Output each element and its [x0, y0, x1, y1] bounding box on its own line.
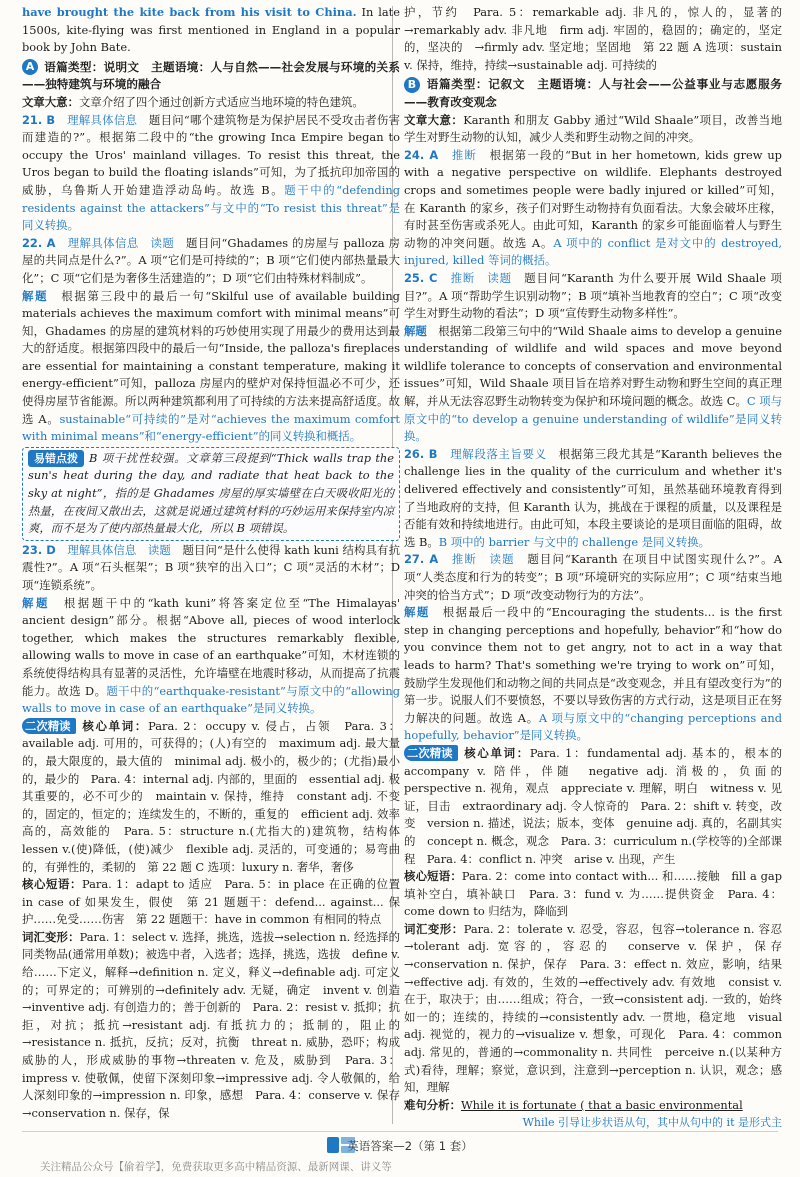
passage-b-genre: B 语篇类型：记叙文 主题语境：人与社会——公益事业与志愿服务——教育改变观念 [404, 77, 782, 109]
q25-solution: 解题 根据第二段第三句中的“Wild Shaale aims to develop a genuine understanding of wildlife and wild spaces and move beyond wildlife tolerance to concepts of conservation and environmental issues”可知，Wild Shaale 项目旨在培养对野生动物和野生空间的真正理解，并从无法容忍野生动物转变为保护和环境问题的概念。故选 C。C 项与原文中的“to develop a genuine understanding of wildlife”是同义转换。 [404, 323, 782, 444]
passage-a-main-idea: 文章大意：文章介绍了四个通过创新方式适应当地环境的特色建筑。 [22, 94, 364, 109]
passage-a-badge: A [22, 59, 38, 75]
passage-b-badge: B [404, 77, 420, 93]
footer-rule [22, 1131, 778, 1132]
intro-paragraph [22, 4, 400, 57]
passage-a-genre [22, 59, 400, 94]
q22-answer: 22. A 理解具体信息 读题 题目问“Ghadames 的房屋与 palloza 房屋的共同点是什么?”。A 项“它们是可持续的”；B 项“它们使内部热量最大化”；C 项“它们是为奢侈生活建造的”；D 项“它们由特殊材料制成”。 [22, 235, 400, 285]
core-phrases-b: 核心短语：Para. 2：come into contact with... 和……接触 fill a gap 填补空白，填补缺口 Para. 3：fund v. 为……提供资金 Para. 4：come down to 归结为，降临到 [404, 869, 782, 919]
core-phrases: 核心短语：Para. 1：adapt to 适应 Para. 5：in place 在正确的位置 in case of 如果发生，假使 第 21 题题干：defend... against... 保护……免受……伤害 第 22 题题干：have in common 有相同的特点 [22, 877, 412, 927]
q22-solution: 解题 根据第三段中的最后一句“Skilful use of available building materials achieves the maximum comfort with minimal means”可知，Ghadames 的房屋的建筑材料的巧妙使用实现了用最少的费用达到最大的舒适度。根据第四段中的最后一句“Inside, the palloza's fireplaces are essential for maintaining a constant temperature, making it energy-efficient”可知，palloza 房屋内的壁炉对保持恒温必不可少，还使得房屋节省能源。所以两种建筑都利用了可持续的方法来提高舒适度。故选 A。sustainable“可持续的”是对“achieves the maximum comfort with minimal means”和“energy-efficient”的同义转换和概括。 [22, 288, 400, 444]
q23-answer: 23. D 理解具体信息 读题 题目问“是什么使得 kath kuni 结构具有抗震性?”。A 项“石头框架”；B 项“狭窄的出入口”；C 项“灵活的木材”；D 项“连锁系统”。 [22, 542, 400, 592]
error-tip-box [22, 447, 400, 541]
q23-solution: 解题 根据题干中的“kath kuni”将答案定位至“The Himalayas' ancient design”部分。根据“Above all, pieces of wood interlock together, which makes the structures remarkably flexible, allowing walls to move in case of an earthquake”可知，木材连锁的系统使得结构具有显著的灵活性，允许墙壁在地震时移动，从而提高了抗震能力。故选 D。题干中的“earthquake-resistant”与原文中的“allowing walls to move in case of an earthquake”是同义转换。 [22, 595, 400, 716]
second-reading-title: 二次精读 [22, 718, 76, 734]
error-tip-text: B 项干扰性较强。文章第三段提到“Thick walls trap the sun's heat during the day, and radiate that heat back to the sky at night”，指的是 Ghadames 房屋的厚实墙壁在白天吸收阳光的热量，在夜间又散出去，这就是说通过建筑材料的巧妙运用来保持室内凉爽，而不是为了使内部热量最大化，所以 B 项错误。 [28, 450, 394, 536]
q24-answer: 24. A 推断 根据第一段的“But in her hometown, kids grew up with a negative perspective on wildlife. Elephants destroyed crops and sometimes people were badly injured or killed”可知，在 Karanth 的家乡，孩子们对野生动物持有负面看法。大象会破坏庄稼，有时甚至伤害或杀死人。由此可知，Karanth 的家乡可能面临着人与野生动物的冲突问题。故选 A。A 项中的 conflict 是对文中的 destroyed, injured, killed 等词的概括。 [404, 147, 782, 268]
second-reading-vocab-b: 二次精读 核心单词：Para. 1：fundamental adj. 基本的，根本的 accompany v. 陪伴，伴随 negative adj. 消极的，负面的 perspective n. 视角，观点 appreciate v. 理解，明白 witness v. 见证，目击 extraordinary adj. 令人惊奇的 Para. 2：shift v. 转变，改变 version n. 描述，说法；版本，变体 genuine adj. 真的，名副其实的 concept n. 概念，观念 Para. 3：curriculum n.(学校等的)全部课程 Para. 4：conflict n. 冲突 arise v. 出现，产生 [404, 745, 794, 866]
right-column [404, 4, 794, 1132]
intro-rest: In late 1500s, kite-flying was first mentioned in England in a popular book by John Bate. [22, 5, 400, 55]
second-reading-title-b: 二次精读 [404, 745, 458, 761]
error-tip-badge: 易错点拨 [28, 450, 84, 468]
intro-highlight: have brought the kite back from his visit to China. [22, 5, 357, 19]
q26-answer: 26. B 理解段落主旨要义 根据第三段尤其是“Karanth believes the challenge lies in the quality of the curriculum and whether it's delivered effectively and consistently”可知，虽然基础环境教育得到了当地政府的支持，但 Karanth 认为，挑战在于课程的质量，以及课程是否能有效和持续地进行。由此可知，本段主要谈论的是项目面临的阻碍，故选 B。B 项中的 barrier 与文中的 challenge 是同义转换。 [404, 446, 782, 549]
word-derivations: 词汇变形：Para. 1：select v. 选择，挑选，选拔→selection n. 经选择的同类物品(通常用单数)；被选中者，入选者；选择，挑选，选拔 define v. 给……下定义，解释→definition n. 定义，释义→definable adj. 可定义的；可界定的；可辨别的→definitely adv. 无疑，确定 invent v. 创造→inventive adj. 有创造力的；善于创新的 Para. 2：resist v. 抵抑；抗拒，对抗；抵抗→resistant adj. 有抵抗力的；抵制的，阻止的→resistance n. 抵抗，反抗；反对，抗衡 threat n. 威胁，恐吓；构成威胁的人，形成威胁的事物→threaten v. 危及，威胁到 Para. 3：impress v. 使敬佩，使留下深刻印象→impressive adj. 令人敬佩的，给人深刻印象的→impression n. 印象，感想 Para. 4：conserve v. 保存→conservation n. 保存，保 [22, 929, 400, 1120]
passage-b-main-idea: 文章大意：Karanth 和朋友 Gabby 通过“Wild Shaale”项目，改善当地学生对野生动物的认知，减少人类和野生动物之间的冲突。 [404, 112, 782, 145]
page-number-label: 英语答案—2（第 1 套） [347, 1139, 473, 1153]
q27-answer: 27. A 推断 读题 题目问“Karanth 在项目中试图实现什么?”。A 项“人类态度和行为的转变”；B 项“环境研究的实际应用”；C 项“结束当地冲突的恰当方式”；D 项“改变动物行为的方法”。 [404, 552, 782, 602]
left-column [22, 4, 412, 1122]
page-footer [0, 1126, 800, 1177]
q21-answer: 21. B 理解具体信息 题目问“哪个建筑物是为保护居民不受攻击者伤害而建造的?”。根据第二段中的“the growing Inca Empire began to occupy the Uros' mainland villages. To resist this threat, the Uros began to build the floating islands”可知，为了抵抗印加帝国的威胁，乌鲁斯人开始建造浮动岛屿。故选 B。题干中的“defending residents against the attackers”与文中的“To resist this threat”是同义转换。 [22, 112, 400, 233]
second-reading-vocab: 二次精读 核心单词：Para. 2：occupy v. 侵占，占领 Para. 3：available adj. 可用的，可获得的；(人)有空的 maximum adj. 最大量的，最大限度的，最大值的 minimal adj. 极小的，极少的；(尤指)最小的，最少的 Para. 4：internal adj. 内部的，里面的 essential adj. 极其重要的，必不可少的 maintain v. 保持，维持 constant adj. 不变的，固定的，恒定的；连续发生的，不断的，重复的 efficient adj. 效率高的，高效能的 Para. 5：structure n.(尤指大的)建筑物，结构体 lessen v.(使)降低，(使)减少 flexible adj. 灵活的，可变通的；易弯曲的，有弹性的，柔韧的 第 22 题 C 选项：luxury n. 奢华，奢侈 [22, 718, 412, 874]
difficult-sentence-note: While 引导让步状语从句，其中从句中的 it 是形式主 [522, 1116, 782, 1130]
footer-note: 关注精品公众号【偷着学】，免费获取更多高中精品资源、最新网课、讲义等 [40, 1161, 392, 1173]
q27-solution: 解题 根据最后一段中的“Encouraging the students... is the first step in changing perceptions and hopefully, behavior”和“how do you convince them not to get angry, not to act in a way that leads to harm? That's something we're trying to work on”可知，鼓励学生发现他们和动物之间的共同点是“改变观念，并且有望改变行为”的第一步。说服人们不要愤怒，不要以导致伤害的方式行动，这是项目正在努力解决的问题。故选 A。A 项与原文中的“changing perceptions and hopefully, behavior”是同义转换。 [404, 605, 782, 743]
word-derivations-b: 词汇变形：Para. 2：tolerate v. 忍受，容忍，包容→tolerance n. 容忍→tolerant adj. 宽容的，容忍的 conserve v. 保护，保存→conservation n. 保护，保存 Para. 3：effect n. 效应，影响，结果→effective adj. 有效的，生效的→effectively adv. 有效地 consist v. 在于，取决于；由……组成；符合，一致→consistent adj. 一致的，始终如一的；连续的，持续的→consistently adv. 一贯地，稳定地 visual adj. 视觉的，视力的→visualize v. 想象，可现化 Para. 4：common adj. 常见的，普通的→commonality n. 共同性 perceive n.(以某种方式)看待，理解；察觉，意识到，注意到→perception n. 认识，观念；感知，理解 [404, 921, 782, 1095]
derivation-continued: 护，节约 Para. 5：remarkable adj. 非凡的，惊人的，显著的→remarkably adv. 非凡地 firm adj. 牢固的，稳固的；确定的，坚定的，坚决的 →firmly adv. 坚定地；坚固地 第 22 题 A 选项：sustain v. 保持，维持，持续→sustainable adj. 可持续的 [404, 5, 782, 72]
genre-text: 语篇类型：说明文 主题语境：人与自然——社会发展与环境的关系——独特建筑与环境的融合 [22, 59, 400, 92]
q25-answer: 25. C 推断 读题 题目问“Karanth 为什么要开展 Wild Shaale 项目?”。A 项“帮助学生识别动物”；B 项“填补当地教育的空白”；C 项“改变学生对野生动物的看法”；D 项“宣传野生动物多样性”。 [404, 270, 782, 321]
difficult-sentence: 难句分析：While it is fortunate ( that a basic environmental [404, 1097, 743, 1112]
